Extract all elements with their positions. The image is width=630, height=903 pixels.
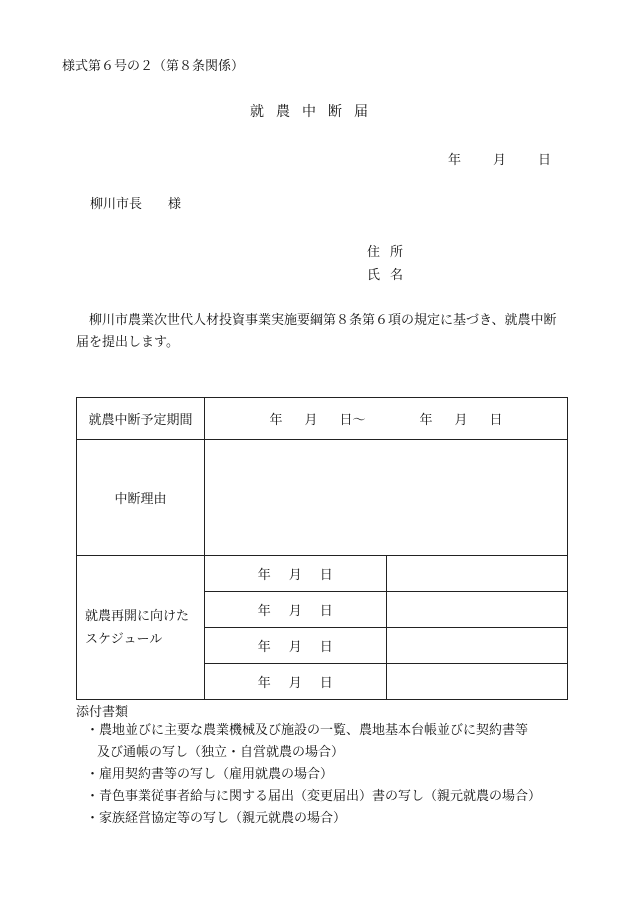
addressee: [90, 193, 181, 212]
schedule-row: [77, 556, 568, 592]
date-line: [448, 149, 551, 168]
page-title: 就農中断届: [250, 104, 380, 120]
schedule-date[interactable]: [205, 556, 387, 592]
schedule-content[interactable]: [386, 556, 568, 592]
period-end-month: 月: [454, 413, 468, 428]
period-end-day: 日: [489, 413, 503, 428]
attachment-item: [86, 720, 576, 764]
date-month: 月: [493, 153, 507, 168]
schedule-day: 日: [319, 568, 333, 583]
reason-field[interactable]: [205, 440, 568, 556]
schedule-year: 年: [257, 676, 271, 691]
schedule-content[interactable]: [386, 628, 568, 664]
date-year: 年: [448, 153, 462, 168]
reason-label: 中断理由: [77, 440, 205, 556]
schedule-content[interactable]: [386, 592, 568, 628]
schedule-day: 日: [319, 676, 333, 691]
schedule-year: 年: [257, 640, 271, 655]
address-label: 住所: [367, 245, 414, 260]
period-start-day: 日～: [339, 413, 366, 428]
date-day: 日: [538, 153, 552, 168]
schedule-day: 日: [319, 604, 333, 619]
schedule-date[interactable]: [205, 592, 387, 628]
attachment-line: ・家族経営協定等の写し（親元就農の場合）: [86, 811, 347, 826]
schedule-year: 年: [257, 604, 271, 619]
schedule-label-line1: 就農再開に向けた: [85, 608, 190, 624]
schedule-content[interactable]: [386, 664, 568, 700]
schedule-month: 月: [288, 604, 302, 619]
application-table: [76, 397, 568, 700]
schedule-month: 月: [288, 568, 302, 583]
schedule-month: 月: [288, 676, 302, 691]
form-number: 様式第６号の２（第８条関係）: [62, 59, 245, 74]
period-label: 就農中断予定期間: [77, 398, 205, 440]
attachments-heading: 添付書類: [76, 705, 129, 720]
attachment-line: ・雇用契約書等の写し（雇用就農の場合）: [86, 767, 334, 782]
schedule-date[interactable]: [205, 628, 387, 664]
schedule-label-line2: スケジュール: [85, 631, 163, 647]
period-row: [77, 398, 568, 440]
attachment-item: [86, 808, 576, 830]
schedule-date[interactable]: [205, 664, 387, 700]
reason-row: [77, 440, 568, 556]
period-value[interactable]: [205, 398, 568, 440]
addressee-honorific: 様: [168, 197, 182, 212]
attachment-line: ・青色事業従事者給与に関する届出（変更届出）書の写し（親元就農の場合）: [86, 789, 542, 804]
name-label: 氏名: [367, 268, 414, 283]
schedule-month: 月: [288, 640, 302, 655]
attachment-line-cont: 及び通帳の写し（独立・自営就農の場合）: [97, 745, 345, 760]
attachments-list: [86, 720, 576, 830]
schedule-year: 年: [257, 568, 271, 583]
period-end-year: 年: [419, 413, 433, 428]
attachment-line: ・農地並びに主要な農業機械及び施設の一覧、農地基本台帳並びに契約書等: [86, 723, 529, 738]
addressee-name: 柳川市長: [90, 197, 143, 212]
body-paragraph: 柳川市農業次世代人材投資事業実施要綱第８条第６項の規定に基づき、就農中断届を提出します。: [76, 313, 557, 350]
schedule-label: [77, 556, 205, 700]
period-start-month: 月: [304, 413, 318, 428]
attachment-item: [86, 786, 576, 808]
period-start-year: 年: [269, 413, 283, 428]
schedule-day: 日: [319, 640, 333, 655]
attachment-item: [86, 764, 576, 786]
